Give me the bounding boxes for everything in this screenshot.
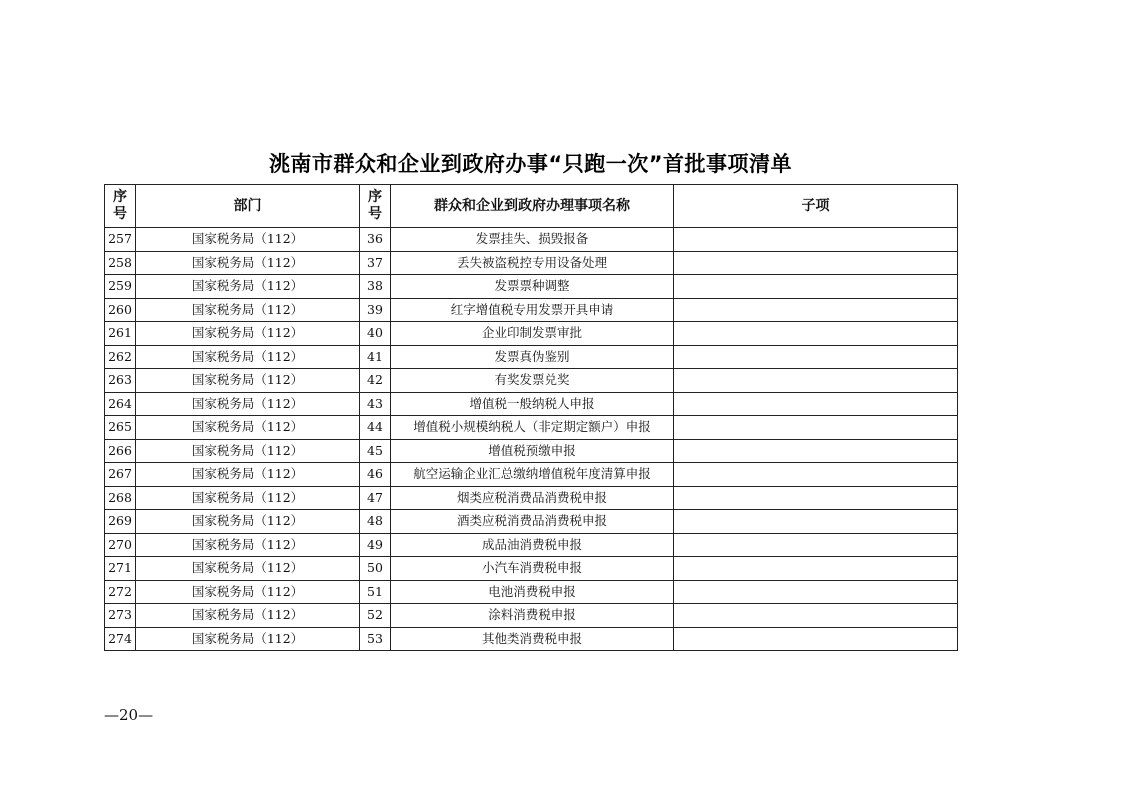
- cell-sub-item: [674, 228, 958, 252]
- page-number: —20—: [104, 706, 154, 724]
- cell-sub-item: [674, 275, 958, 299]
- cell-sub-item: [674, 298, 958, 322]
- document-title: 洮南市群众和企业到政府办事“只跑一次”首批事项清单: [268, 152, 793, 176]
- cell-sub-seq: 45: [360, 439, 391, 463]
- cell-sub-seq: 52: [360, 604, 391, 628]
- cell-dept: 国家税务局（112）: [136, 557, 360, 581]
- cell-sub-item: [674, 604, 958, 628]
- cell-seq: 274: [105, 627, 136, 651]
- cell-seq: 264: [105, 392, 136, 416]
- cell-seq: 273: [105, 604, 136, 628]
- table-row: [105, 392, 958, 416]
- header-seq: 序号: [105, 185, 136, 228]
- cell-sub-item: [674, 486, 958, 510]
- cell-sub-seq: 44: [360, 416, 391, 440]
- header-item-name: 群众和企业到政府办理事项名称: [391, 185, 674, 228]
- cell-item-name: 企业印制发票审批: [391, 322, 674, 346]
- cell-sub-item: [674, 463, 958, 487]
- cell-item-name: 涂料消费税申报: [391, 604, 674, 628]
- cell-dept: 国家税务局（112）: [136, 392, 360, 416]
- cell-seq: 263: [105, 369, 136, 393]
- cell-seq: 270: [105, 533, 136, 557]
- cell-sub-seq: 53: [360, 627, 391, 651]
- cell-sub-seq: 47: [360, 486, 391, 510]
- cell-dept: 国家税务局（112）: [136, 275, 360, 299]
- cell-item-name: 发票真伪鉴别: [391, 345, 674, 369]
- cell-item-name: 丢失被盗税控专用设备处理: [391, 251, 674, 275]
- cell-sub-item: [674, 580, 958, 604]
- cell-seq: 271: [105, 557, 136, 581]
- table-header-row: [105, 185, 958, 228]
- cell-dept: 国家税务局（112）: [136, 228, 360, 252]
- cell-sub-seq: 38: [360, 275, 391, 299]
- cell-dept: 国家税务局（112）: [136, 416, 360, 440]
- cell-sub-item: [674, 345, 958, 369]
- cell-seq: 272: [105, 580, 136, 604]
- cell-seq: 262: [105, 345, 136, 369]
- table-row: [105, 486, 958, 510]
- cell-seq: 265: [105, 416, 136, 440]
- cell-dept: 国家税务局（112）: [136, 463, 360, 487]
- table-body: [105, 228, 958, 651]
- cell-sub-seq: 46: [360, 463, 391, 487]
- cell-sub-item: [674, 369, 958, 393]
- table-row: [105, 275, 958, 299]
- cell-dept: 国家税务局（112）: [136, 298, 360, 322]
- cell-sub-seq: 40: [360, 322, 391, 346]
- cell-sub-item: [674, 392, 958, 416]
- table-row: [105, 228, 958, 252]
- cell-seq: 261: [105, 322, 136, 346]
- cell-seq: 268: [105, 486, 136, 510]
- cell-item-name: 电池消费税申报: [391, 580, 674, 604]
- cell-item-name: 航空运输企业汇总缴纳增值税年度清算申报: [391, 463, 674, 487]
- table-row: [105, 416, 958, 440]
- cell-item-name: 增值税一般纳税人申报: [391, 392, 674, 416]
- cell-sub-seq: 50: [360, 557, 391, 581]
- cell-sub-item: [674, 322, 958, 346]
- cell-sub-seq: 39: [360, 298, 391, 322]
- cell-item-name: 成品油消费税申报: [391, 533, 674, 557]
- header-sub-item: 子项: [674, 185, 958, 228]
- cell-dept: 国家税务局（112）: [136, 439, 360, 463]
- cell-sub-seq: 41: [360, 345, 391, 369]
- cell-item-name: 酒类应税消费品消费税申报: [391, 510, 674, 534]
- cell-sub-item: [674, 416, 958, 440]
- cell-seq: 260: [105, 298, 136, 322]
- cell-sub-seq: 48: [360, 510, 391, 534]
- cell-item-name: 烟类应税消费品消费税申报: [391, 486, 674, 510]
- cell-dept: 国家税务局（112）: [136, 627, 360, 651]
- cell-sub-seq: 37: [360, 251, 391, 275]
- cell-dept: 国家税务局（112）: [136, 510, 360, 534]
- cell-sub-seq: 42: [360, 369, 391, 393]
- table-row: [105, 627, 958, 651]
- table-row: [105, 345, 958, 369]
- cell-dept: 国家税务局（112）: [136, 580, 360, 604]
- table-row: [105, 510, 958, 534]
- cell-item-name: 有奖发票兑奖: [391, 369, 674, 393]
- table-row: [105, 580, 958, 604]
- cell-dept: 国家税务局（112）: [136, 533, 360, 557]
- cell-seq: 258: [105, 251, 136, 275]
- cell-seq: 259: [105, 275, 136, 299]
- header-dept: 部门: [136, 185, 360, 228]
- cell-sub-seq: 36: [360, 228, 391, 252]
- table-row: [105, 298, 958, 322]
- cell-sub-item: [674, 627, 958, 651]
- cell-seq: 257: [105, 228, 136, 252]
- table-row: [105, 533, 958, 557]
- header-sub-seq: 序号: [360, 185, 391, 228]
- cell-item-name: 发票票种调整: [391, 275, 674, 299]
- cell-item-name: 小汽车消费税申报: [391, 557, 674, 581]
- cell-dept: 国家税务局（112）: [136, 251, 360, 275]
- cell-sub-seq: 43: [360, 392, 391, 416]
- table-row: [105, 604, 958, 628]
- table-row: [105, 251, 958, 275]
- table-row: [105, 557, 958, 581]
- cell-sub-item: [674, 251, 958, 275]
- cell-seq: 267: [105, 463, 136, 487]
- cell-sub-item: [674, 510, 958, 534]
- cell-sub-seq: 51: [360, 580, 391, 604]
- cell-sub-item: [674, 533, 958, 557]
- cell-item-name: 其他类消费税申报: [391, 627, 674, 651]
- cell-dept: 国家税务局（112）: [136, 604, 360, 628]
- cell-item-name: 增值税小规模纳税人（非定期定额户）申报: [391, 416, 674, 440]
- cell-seq: 269: [105, 510, 136, 534]
- cell-sub-item: [674, 439, 958, 463]
- items-table: [104, 184, 958, 651]
- cell-item-name: 增值税预缴申报: [391, 439, 674, 463]
- table-row: [105, 322, 958, 346]
- cell-sub-item: [674, 557, 958, 581]
- table-row: [105, 369, 958, 393]
- cell-dept: 国家税务局（112）: [136, 369, 360, 393]
- cell-item-name: 发票挂失、损毁报备: [391, 228, 674, 252]
- cell-item-name: 红字增值税专用发票开具申请: [391, 298, 674, 322]
- cell-dept: 国家税务局（112）: [136, 322, 360, 346]
- cell-dept: 国家税务局（112）: [136, 345, 360, 369]
- cell-seq: 266: [105, 439, 136, 463]
- table-row: [105, 463, 958, 487]
- table-row: [105, 439, 958, 463]
- cell-sub-seq: 49: [360, 533, 391, 557]
- cell-dept: 国家税务局（112）: [136, 486, 360, 510]
